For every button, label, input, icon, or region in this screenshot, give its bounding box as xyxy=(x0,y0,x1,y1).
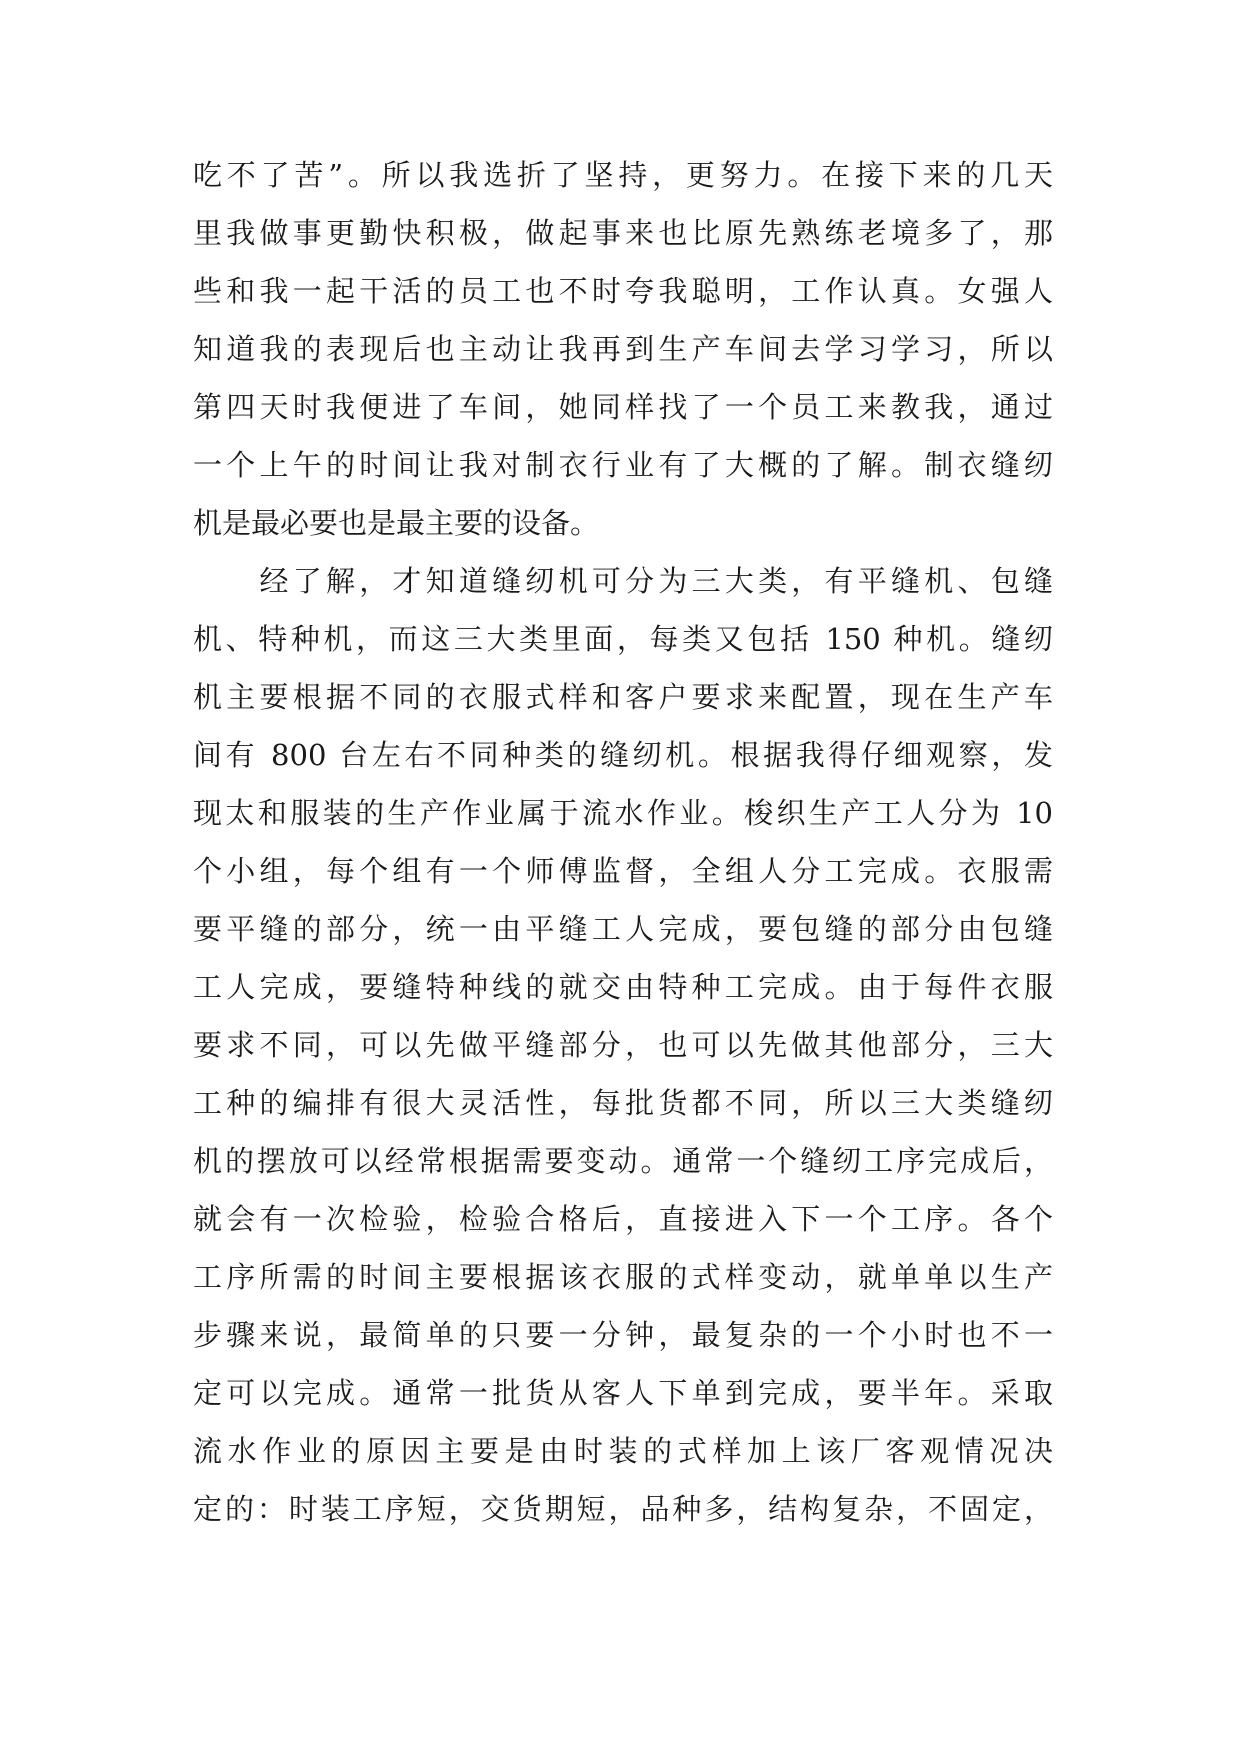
text-line: 工种的编排有很大灵活性，每批货都不同，所以三大类缝纫 xyxy=(193,1086,1053,1120)
text-line: 流水作业的原因主要是由时装的式样加上该厂客观情况决 xyxy=(193,1434,1053,1468)
text-line: 机、特种机，而这三大类里面，每类又包括 150 种机。缝纫 xyxy=(193,622,1053,656)
text-line: 机是最必要也是最主要的设备。 xyxy=(193,506,600,540)
text-line: 现太和服装的生产作业属于流水作业。梭织生产工人分为 10 xyxy=(193,796,1053,830)
text-line: 工序所需的时间主要根据该衣服的式样变动，就单单以生产 xyxy=(193,1260,1053,1294)
text-line: 定可以完成。通常一批货从客人下单到完成，要半年。采取 xyxy=(193,1376,1053,1410)
text-line: 机主要根据不同的衣服式样和客户要求来配置，现在生产车 xyxy=(193,680,1053,714)
text-line: 吃不了苦”。所以我选折了坚持，更努力。在接下来的几天 xyxy=(193,158,1053,192)
text-line: 要求不同，可以先做平缝部分，也可以先做其他部分，三大 xyxy=(193,1028,1053,1062)
text-line: 工人完成，要缝特种线的就交由特种工完成。由于每件衣服 xyxy=(193,970,1053,1004)
text-line: 步骤来说，最简单的只要一分钟，最复杂的一个小时也不一 xyxy=(193,1318,1053,1352)
text-line: 经了解，才知道缝纫机可分为三大类，有平缝机、包缝 xyxy=(193,564,1053,598)
text-line: 机的摆放可以经常根据需要变动。通常一个缝纫工序完成后， xyxy=(193,1144,1053,1178)
paragraph-1 xyxy=(193,146,1053,552)
text-line: 里我做事更勤快积极，做起事来也比原先熟练老境多了，那 xyxy=(193,216,1053,250)
paragraph-2 xyxy=(193,552,1053,1538)
text-line: 第四天时我便进了车间，她同样找了一个员工来教我，通过 xyxy=(193,390,1053,424)
text-line: 个小组，每个组有一个师傅监督，全组人分工完成。衣服需 xyxy=(193,854,1053,888)
text-line: 一个上午的时间让我对制衣行业有了大概的了解。制衣缝纫 xyxy=(193,448,1053,482)
text-line: 知道我的表现后也主动让我再到生产车间去学习学习，所以 xyxy=(193,332,1053,366)
text-line: 要平缝的部分，统一由平缝工人完成，要包缝的部分由包缝 xyxy=(193,912,1053,946)
text-line: 间有 800 台左右不同种类的缝纫机。根据我得仔细观察，发 xyxy=(193,738,1053,772)
body-text xyxy=(193,146,1053,1538)
text-line: 些和我一起干活的员工也不时夸我聪明，工作认真。女强人 xyxy=(193,274,1053,308)
text-line: 就会有一次检验，检验合格后，直接进入下一个工序。各个 xyxy=(193,1202,1053,1236)
text-line: 定的：时装工序短，交货期短，品种多，结构复杂，不固定， xyxy=(193,1492,1053,1526)
